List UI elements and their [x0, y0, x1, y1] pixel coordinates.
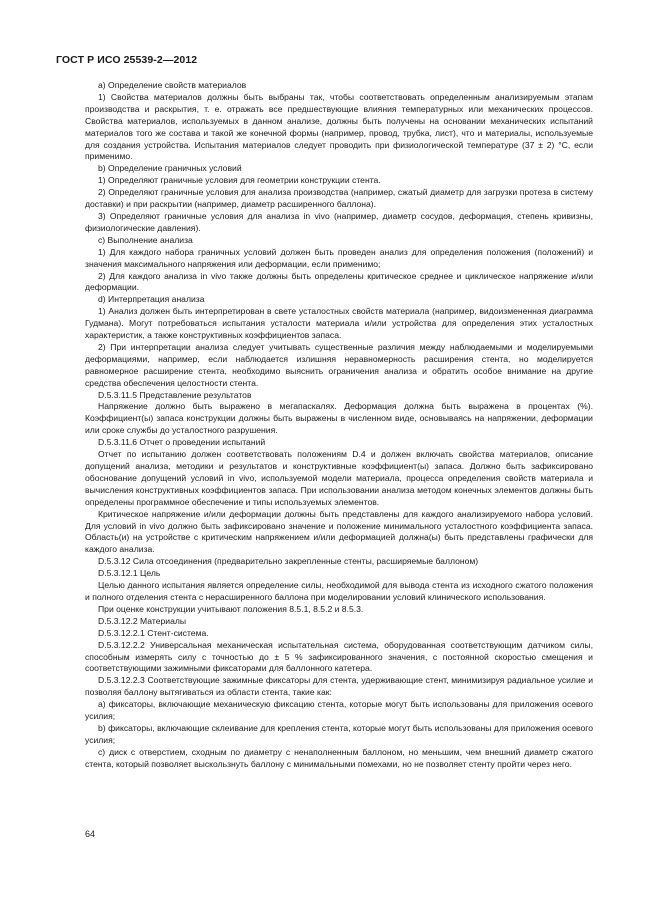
paragraph: D.5.3.12.2.2 Универсальная механическая испытательная система, оборудованная соответствующим датчиком силы, способным измерять силу с точностью до ± 5 % зафиксированного значения, с постоянной скоростью смещения и соответствующими зажимными фиксаторами для баллонного катетера.	[85, 639, 593, 674]
paragraph: D.5.3.12.2.1 Стент-система.	[98, 627, 209, 638]
paragraph: Отчет по испытанию должен соответствовать положениям D.4 и должен включать свойства материалов, описание допущений анализа, методики и результатов и конструктивные коэффициент(ы) запаса. Должно быть зафиксировано обоснование допущений условий in vivo, используемой модели материала, процесса определения свойств материала и вычисления конструктивных коэффициентов запаса. При использовании анализа методом конечных элементов должны быть определены программное обеспечение и типы используемых элементов.	[85, 449, 593, 507]
section-heading: D.5.3.11.5 Представление результатов	[98, 389, 252, 400]
paragraph: 2) При интерпретации анализа следует учитывать существенные различия между наблюдаемыми и моделируемыми деформациями, например, если наблюдается излишняя неравномерность расширения стента, но моделируется равномерное расширение стента, необходимо выяснить ограничения анализа и обратить особое внимание на другие средства обеспечения целостности стента.	[85, 341, 593, 388]
page-number: 64	[85, 829, 96, 839]
section-heading: D.5.3.11.6 Отчет о проведении испытаний	[98, 437, 266, 448]
paragraph: 2) Для каждого анализа in vivo также должны быть определены критическое среднее и циклическое напряжение и/или деформации.	[85, 270, 593, 293]
paragraph: 1) Свойства материалов должны быть выбраны так, чтобы соответствовать определенным анализируемым этапам производства и раскрытия, т. е. отражать все предшествующие влияния температурных или механических процессов. Свойства материалов, используемых в данном анализе, должны быть получены на основании механических испытаний материалов того же состава и такой же конечной формы (например, провод, трубка, лист), что и материалы, используемые для создания устройства. Испытания материалов следует проводить при физиологической температуре (37 ± 2) °C, если применимо.	[85, 91, 593, 162]
paragraph: b) Определение граничных условий	[98, 163, 242, 174]
paragraph: d) Интерпретация анализа	[98, 294, 205, 305]
list-item: b) фиксаторы, включающие склеивание для крепления стента, которые могут быть использованы для приложения осевого усилия;	[85, 722, 593, 745]
document-body	[85, 80, 593, 771]
list-item: a) фиксаторы, включающие механическую фиксацию стента, которые могут быть использованы для приложения осевого усилия;	[85, 699, 593, 722]
section-heading: D.5.3.12 Сила отсоединения (предварительно закрепленные стенты, расширяемые баллоном)	[98, 556, 479, 567]
paragraph: 1) Для каждого набора граничных условий должен быть проведен анализ для определения положения (положений) и значения максимального напряжения или деформации, если применимо;	[85, 246, 593, 269]
paragraph: 1) Определяют граничные условия для геометрии конструкции стента.	[98, 175, 381, 186]
paragraph: c) Выполнение анализа	[98, 234, 193, 245]
paragraph: Критическое напряжение и/или деформации должны быть представлены для каждого анализируемого набора условий. Для условий in vivo должно быть зафиксировано значение и положение минимального усталостного коэффициента запаса. Область(и) на устройстве с критическим напряжением и/или деформацией должна(ы) быть представлены графически для каждого анализа.	[85, 508, 593, 555]
paragraph: 1) Анализ должен быть интерпретирован в свете усталостных свойств материала (например, видоизмененная диаграмма Гудмана). Могут потребоваться испытания усталости материала и/или устройства для определения этих усталостных характеристик, а также конструктивных коэффициентов запаса.	[85, 306, 593, 341]
paragraph: D.5.3.12.2.3 Соответствующие зажимные фиксаторы для стента, удерживающие стент, минимизируя радиальное усилие и позволяя баллону вытягиваться из области стента, такие как:	[85, 675, 593, 698]
paragraph: 3) Определяют граничные условия для анализа in vivo (например, диаметр сосудов, деформация, степень кривизны, физиологические давления).	[85, 210, 593, 233]
section-heading: D.5.3.12.1 Цель	[98, 568, 161, 579]
section-heading: D.5.3.12.2 Материалы	[98, 615, 187, 626]
paragraph: Напряжение должно быть выражено в мегапаскалях. Деформация должна быть выражена в процентах (%). Коэффициент(ы) запаса конструкции должны быть выражены в численном виде, основываясь на напряжении, деформации или сроке службы до усталостного разрушения.	[85, 401, 593, 436]
paragraph: a) Определение свойств материалов	[98, 80, 247, 90]
paragraph: При оценке конструкции учитывают положения 8.5.1, 8.5.2 и 8.5.3.	[98, 603, 364, 614]
paragraph: Целью данного испытания является определение силы, необходимой для вывода стента из исходного сжатого положения и полного отделения стента с нерасширенного баллона при моделировании условий клинического использования.	[85, 580, 593, 602]
list-item: c) диск с отверстием, сходным по диаметру с ненаполненным баллоном, но меньшим, чем внешний диаметр сжатого стента, который позволяет выскользнуть баллону с минимальными помехами, но не позволяет стенту пройти через него.	[85, 746, 593, 769]
paragraph: 2) Определяют граничные условия для анализа производства (например, сжатый диаметр для загрузки протеза в систему доставки) и при раскрытии (например, диаметр расширенного баллона).	[85, 187, 593, 210]
standard-header: ГОСТ Р ИСО 25539-2—2012	[56, 54, 198, 66]
